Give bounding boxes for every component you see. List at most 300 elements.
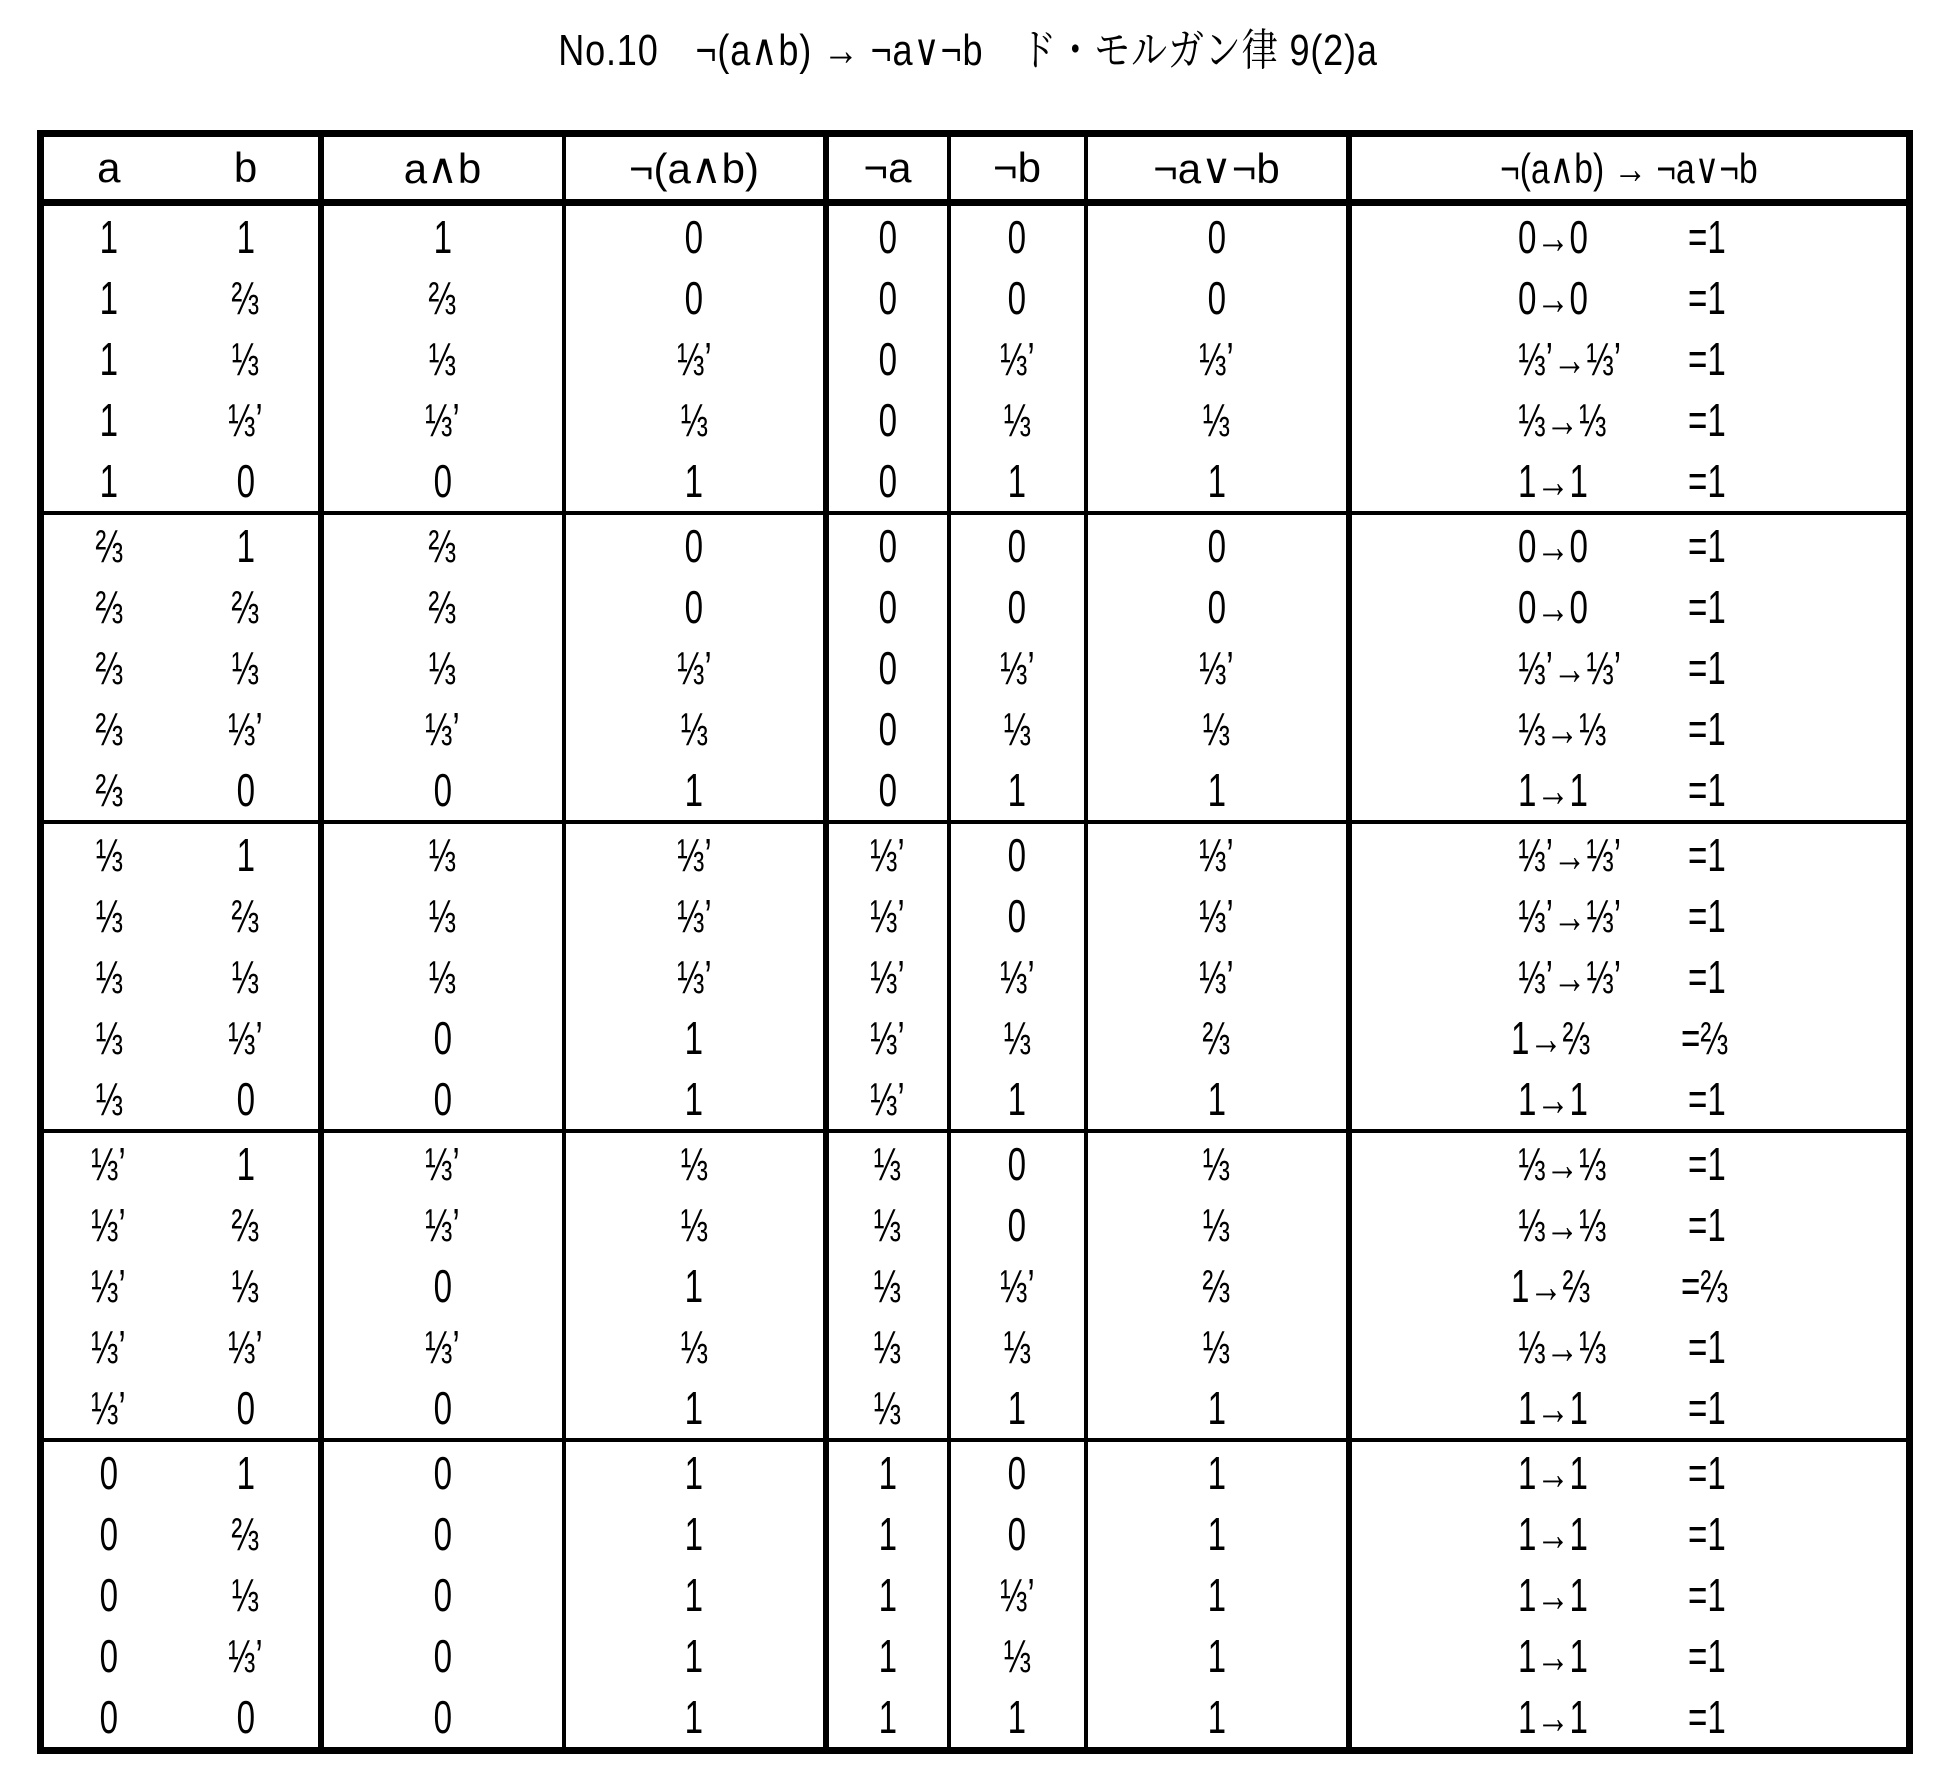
- cell-b-value: 0: [236, 454, 255, 507]
- implication-result: [1688, 1198, 1740, 1252]
- cell-a-value: 0: [99, 1629, 118, 1682]
- implication-result-text: =1: [1687, 1690, 1726, 1743]
- cell-b-value: ⅔: [231, 1507, 260, 1560]
- cell-not-b-value: ⅓’: [999, 950, 1035, 1003]
- cell-implication: [1349, 513, 1910, 576]
- implication-result-text: =1: [1687, 1320, 1726, 1373]
- implication-expression-text: 1→1: [1517, 1507, 1588, 1560]
- implication-result-text: =⅔: [1681, 1259, 1729, 1312]
- cell-a-and-b: [321, 450, 564, 513]
- implication-expression-text: ⅓’→⅓’: [1517, 332, 1621, 385]
- cell-a-and-b-value: 0: [433, 763, 452, 816]
- cell-not-a-or-not-b: [1086, 637, 1349, 698]
- cell-not-a: [826, 822, 949, 885]
- cell-not-b-value: ⅓: [1003, 393, 1031, 446]
- header-not-a-and-b: [564, 134, 826, 203]
- table-row: [41, 1007, 1910, 1068]
- cell-a-and-b-value: ⅓: [428, 641, 457, 694]
- implication-result-text: =1: [1687, 1568, 1726, 1621]
- cell-not-b: [949, 1131, 1086, 1194]
- cell-not-a: [826, 1194, 949, 1255]
- cell-not-a-and-b: [564, 267, 826, 328]
- cell-not-a-and-b: [564, 1503, 826, 1564]
- cell-not-b: [949, 203, 1086, 268]
- implication-expression-text: 1→1: [1517, 763, 1588, 816]
- implication-expression-text: ⅓’→⅓’: [1517, 828, 1621, 881]
- cell-b: [174, 328, 321, 389]
- cell-not-a-value: 1: [878, 1446, 897, 1499]
- implication-expression-text: 1→⅔: [1511, 1011, 1591, 1064]
- cell-not-b-value: ⅓: [1003, 1629, 1031, 1682]
- cell-not-a-and-b: [564, 1625, 826, 1686]
- cell-not-b: [949, 267, 1086, 328]
- cell-not-a-or-not-b-value: 1: [1207, 454, 1226, 507]
- implication-result-text: =1: [1687, 1072, 1726, 1125]
- cell-b-value: 0: [236, 763, 255, 816]
- implication-result: [1688, 702, 1740, 756]
- cell-a-and-b: [321, 1564, 564, 1625]
- implication-expression: [1518, 702, 1688, 756]
- cell-not-a-value: 0: [878, 210, 897, 263]
- cell-a: [41, 946, 174, 1007]
- cell-b-value: ⅓: [231, 332, 260, 385]
- cell-b-value: 1: [236, 1446, 255, 1499]
- cell-not-b-value: 0: [1007, 828, 1027, 881]
- cell-a-and-b-value: ⅓’: [425, 1198, 460, 1251]
- cell-b-value: ⅓: [231, 1568, 260, 1621]
- implication-result-text: =1: [1687, 641, 1726, 694]
- cell-not-b-value: ⅓’: [999, 1259, 1035, 1312]
- cell-b: [174, 1377, 321, 1440]
- cell-a: [41, 1503, 174, 1564]
- cell-a-and-b: [321, 1316, 564, 1377]
- cell-not-b: [949, 1068, 1086, 1131]
- cell-a-and-b: [321, 389, 564, 450]
- cell-not-b-value: 0: [1007, 1198, 1027, 1251]
- cell-not-a-and-b-value: ⅓’: [676, 889, 712, 942]
- cell-not-a-and-b: [564, 1131, 826, 1194]
- cell-implication: [1349, 267, 1910, 328]
- cell-a: [41, 1255, 174, 1316]
- cell-a-and-b: [321, 822, 564, 885]
- cell-not-a-or-not-b-value: 1: [1207, 763, 1226, 816]
- cell-a: [41, 1131, 174, 1194]
- implication-result-text: =1: [1687, 393, 1726, 446]
- cell-not-a-and-b-value: 1: [684, 1629, 704, 1682]
- cell-a-and-b: [321, 1440, 564, 1503]
- cell-implication: [1349, 1625, 1910, 1686]
- cell-not-a-and-b-value: 0: [684, 271, 704, 324]
- cell-not-b-value: 0: [1007, 271, 1027, 324]
- table-row: [41, 450, 1910, 513]
- implication-result: [1688, 1381, 1740, 1435]
- cell-b-value: ⅓’: [228, 393, 263, 446]
- cell-b: [174, 1007, 321, 1068]
- cell-not-a-or-not-b-value: ⅓: [1202, 1198, 1231, 1251]
- cell-b-value: ⅓’: [228, 1320, 263, 1373]
- cell-b: [174, 1686, 321, 1751]
- cell-not-b-value: 0: [1007, 580, 1027, 633]
- implication-expression-text: ⅓→⅓: [1517, 702, 1606, 755]
- cell-not-a-and-b-value: ⅓: [680, 393, 708, 446]
- implication-expression-text: 1→1: [1517, 454, 1588, 507]
- table-row: [41, 1564, 1910, 1625]
- implication-result: [1688, 1320, 1740, 1374]
- cell-not-a-and-b: [564, 1007, 826, 1068]
- cell-a: [41, 637, 174, 698]
- implication-expression-text: 0→0: [1517, 580, 1588, 633]
- implication-expression-text: ⅓’→⅓’: [1517, 889, 1621, 942]
- cell-a-and-b-value: ⅓: [428, 332, 457, 385]
- cell-not-a-or-not-b: [1086, 698, 1349, 759]
- cell-not-a-and-b-value: 0: [684, 210, 704, 263]
- implication-result-text: =1: [1687, 950, 1726, 1003]
- cell-a-value: 1: [99, 271, 118, 324]
- cell-a-and-b-value: ⅓’: [425, 1137, 460, 1190]
- cell-not-b-value: ⅓’: [999, 641, 1035, 694]
- implication-result: [1688, 1568, 1740, 1622]
- implication-result: [1688, 454, 1740, 508]
- cell-implication: [1349, 1503, 1910, 1564]
- implication-result: [1688, 889, 1740, 943]
- cell-not-b-value: ⅓: [1003, 702, 1031, 755]
- implication-expression: [1518, 1629, 1688, 1683]
- cell-a-and-b: [321, 1131, 564, 1194]
- cell-not-a: [826, 267, 949, 328]
- cell-implication: [1349, 1007, 1910, 1068]
- implication-result: [1688, 332, 1740, 386]
- cell-not-a-and-b-value: ⅓’: [676, 641, 712, 694]
- cell-a-value: ⅓’: [91, 1381, 127, 1434]
- cell-a-and-b-value: ⅓: [428, 828, 457, 881]
- cell-b-value: ⅔: [231, 580, 260, 633]
- cell-not-a: [826, 450, 949, 513]
- implication-result: [1688, 1629, 1740, 1683]
- cell-not-a: [826, 1316, 949, 1377]
- cell-b-value: 1: [236, 1137, 255, 1190]
- cell-not-a-or-not-b-value: 1: [1207, 1072, 1226, 1125]
- cell-not-a: [826, 1625, 949, 1686]
- implication-expression: [1518, 1137, 1688, 1191]
- implication-expression: [1518, 271, 1688, 325]
- cell-a: [41, 513, 174, 576]
- cell-a-value: ⅓’: [91, 1259, 127, 1312]
- cell-not-a-value: 1: [878, 1690, 897, 1743]
- cell-not-a-value: 1: [878, 1568, 897, 1621]
- cell-b: [174, 1503, 321, 1564]
- cell-not-a-and-b: [564, 1194, 826, 1255]
- implication-expression-text: ⅓→⅓: [1517, 1198, 1606, 1251]
- cell-not-a: [826, 1440, 949, 1503]
- header-not-a-and-b-label: ¬(a∧b): [629, 144, 759, 192]
- cell-not-b: [949, 698, 1086, 759]
- header-b-label: b: [233, 144, 258, 191]
- table-row: [41, 946, 1910, 1007]
- cell-b-value: 0: [236, 1381, 255, 1434]
- cell-not-a-and-b-value: ⅓: [680, 1198, 708, 1251]
- cell-not-b-value: ⅓: [1003, 1011, 1031, 1064]
- cell-b-value: ⅓’: [228, 1011, 263, 1064]
- implication-result-text: =1: [1687, 763, 1726, 816]
- table-row: [41, 1316, 1910, 1377]
- table-row: [41, 328, 1910, 389]
- cell-not-a-and-b: [564, 885, 826, 946]
- cell-a-and-b-value: ⅔: [428, 580, 457, 633]
- table-row: [41, 885, 1910, 946]
- cell-not-a-or-not-b: [1086, 885, 1349, 946]
- cell-a: [41, 698, 174, 759]
- table-row: [41, 1255, 1910, 1316]
- implication-result-text: =1: [1687, 1446, 1726, 1499]
- cell-not-a-and-b-value: 1: [684, 1568, 704, 1621]
- cell-not-a-or-not-b: [1086, 1564, 1349, 1625]
- table-row: [41, 513, 1910, 576]
- table-row: [41, 1131, 1910, 1194]
- header-a: [41, 134, 174, 203]
- cell-not-a-and-b: [564, 822, 826, 885]
- cell-a-and-b: [321, 1068, 564, 1131]
- implication-expression-text: 1→1: [1517, 1072, 1588, 1125]
- cell-not-a: [826, 946, 949, 1007]
- cell-b-value: ⅓: [231, 950, 260, 1003]
- cell-a-value: 0: [99, 1446, 118, 1499]
- cell-not-a-value: ⅓: [873, 1381, 902, 1434]
- cell-implication: [1349, 576, 1910, 637]
- header-implication: [1349, 134, 1910, 203]
- cell-not-a-or-not-b-value: ⅔: [1202, 1011, 1231, 1064]
- table-row: [41, 822, 1910, 885]
- header-not-b-label: ¬b: [993, 144, 1041, 191]
- cell-not-a-and-b: [564, 328, 826, 389]
- header-row: [41, 134, 1910, 203]
- cell-b-value: 1: [236, 210, 255, 263]
- cell-not-a: [826, 885, 949, 946]
- cell-not-a-and-b: [564, 759, 826, 822]
- cell-a-value: ⅓: [94, 828, 123, 881]
- cell-not-a-or-not-b: [1086, 328, 1349, 389]
- cell-not-a-or-not-b-value: 1: [1207, 1446, 1226, 1499]
- cell-a: [41, 1007, 174, 1068]
- implication-expression-text: ⅓’→⅓’: [1517, 641, 1621, 694]
- cell-a-and-b: [321, 1194, 564, 1255]
- cell-a-value: 0: [99, 1568, 118, 1621]
- table-row: [41, 1068, 1910, 1131]
- cell-not-b: [949, 328, 1086, 389]
- cell-a-and-b: [321, 203, 564, 268]
- cell-not-a-and-b: [564, 1686, 826, 1751]
- cell-not-a-or-not-b: [1086, 1007, 1349, 1068]
- cell-not-a-value: ⅓’: [870, 889, 905, 942]
- cell-a-value: ⅓: [94, 889, 123, 942]
- implication-result: [1688, 641, 1740, 695]
- cell-a-value: ⅔: [94, 763, 123, 816]
- cell-a: [41, 450, 174, 513]
- cell-not-a-or-not-b-value: 0: [1207, 580, 1226, 633]
- cell-not-a-or-not-b-value: ⅔: [1202, 1259, 1231, 1312]
- implication-expression: [1518, 1690, 1688, 1744]
- cell-not-a-or-not-b-value: 1: [1207, 1629, 1226, 1682]
- table-row: [41, 203, 1910, 268]
- cell-a-and-b: [321, 1686, 564, 1751]
- page-title: No.10 ¬(a∧b) → ¬a∨¬b ド・モルガン律 9(2)a: [558, 26, 1378, 75]
- cell-a-and-b-value: 0: [433, 1381, 452, 1434]
- cell-a-and-b-value: 0: [433, 1072, 452, 1125]
- header-implication-label: ¬(a∧b) → ¬a∨¬b: [1500, 144, 1758, 192]
- cell-not-a-or-not-b: [1086, 1686, 1349, 1751]
- cell-a-and-b: [321, 1625, 564, 1686]
- cell-not-b-value: ⅓’: [999, 332, 1035, 385]
- cell-a: [41, 1440, 174, 1503]
- cell-not-a: [826, 1503, 949, 1564]
- cell-b-value: 0: [236, 1072, 255, 1125]
- cell-not-b-value: ⅓’: [999, 1568, 1035, 1621]
- cell-not-a-or-not-b: [1086, 389, 1349, 450]
- cell-not-a-value: 1: [878, 1507, 897, 1560]
- header-not-a-label: ¬a: [863, 144, 912, 191]
- cell-a-and-b: [321, 759, 564, 822]
- cell-not-a: [826, 328, 949, 389]
- implication-expression-text: ⅓→⅓: [1517, 393, 1606, 446]
- cell-not-a-or-not-b: [1086, 1377, 1349, 1440]
- cell-not-a-value: 0: [878, 702, 897, 755]
- cell-a-and-b: [321, 698, 564, 759]
- cell-a: [41, 1194, 174, 1255]
- cell-not-b-value: 0: [1007, 210, 1027, 263]
- cell-b: [174, 450, 321, 513]
- cell-not-a-or-not-b-value: 0: [1207, 210, 1226, 263]
- cell-implication: [1349, 759, 1910, 822]
- cell-implication: [1349, 885, 1910, 946]
- implication-expression: [1518, 1072, 1688, 1126]
- table-row: [41, 759, 1910, 822]
- cell-b: [174, 698, 321, 759]
- cell-implication: [1349, 389, 1910, 450]
- cell-not-a: [826, 1007, 949, 1068]
- cell-not-b: [949, 1503, 1086, 1564]
- cell-a-and-b-value: ⅓’: [425, 393, 460, 446]
- cell-a-value: ⅓’: [91, 1320, 127, 1373]
- cell-not-a-and-b: [564, 946, 826, 1007]
- cell-b: [174, 1255, 321, 1316]
- cell-a-and-b: [321, 637, 564, 698]
- implication-expression: [1511, 1259, 1681, 1313]
- cell-not-a-and-b-value: 0: [684, 519, 704, 572]
- cell-a-and-b-value: 0: [433, 1629, 452, 1682]
- cell-b: [174, 1316, 321, 1377]
- cell-not-b: [949, 513, 1086, 576]
- cell-not-a-and-b: [564, 698, 826, 759]
- header-a-and-b-label: a∧b: [403, 144, 482, 192]
- cell-not-a-value: 0: [878, 519, 897, 572]
- cell-not-b: [949, 1686, 1086, 1751]
- cell-implication: [1349, 698, 1910, 759]
- cell-not-a-or-not-b: [1086, 1194, 1349, 1255]
- cell-not-a-or-not-b-value: ⅓’: [1199, 950, 1234, 1003]
- implication-expression-text: 1→1: [1517, 1690, 1588, 1743]
- table-row: [41, 389, 1910, 450]
- cell-a-and-b: [321, 267, 564, 328]
- table-row: [41, 1377, 1910, 1440]
- implication-result-text: =1: [1687, 332, 1726, 385]
- cell-not-a-or-not-b: [1086, 1068, 1349, 1131]
- cell-not-a-or-not-b-value: ⅓: [1202, 1320, 1231, 1373]
- cell-not-b-value: 1: [1007, 454, 1027, 507]
- cell-b-value: 0: [236, 1690, 255, 1743]
- cell-not-b-value: 1: [1007, 1690, 1027, 1743]
- cell-a-and-b-value: 0: [433, 454, 452, 507]
- cell-not-a-and-b-value: 1: [684, 1381, 704, 1434]
- cell-not-b: [949, 885, 1086, 946]
- cell-not-a-value: 0: [878, 454, 897, 507]
- implication-expression: [1518, 641, 1688, 695]
- cell-not-a-or-not-b-value: 1: [1207, 1507, 1226, 1560]
- implication-result-text: =⅔: [1681, 1011, 1729, 1064]
- cell-not-a-or-not-b-value: ⅓’: [1199, 889, 1234, 942]
- cell-b: [174, 1440, 321, 1503]
- implication-result: [1688, 1072, 1740, 1126]
- cell-not-b-value: 0: [1007, 519, 1027, 572]
- cell-a-value: 1: [99, 454, 118, 507]
- cell-not-a-and-b-value: 0: [684, 580, 704, 633]
- cell-a-and-b-value: 0: [433, 1568, 452, 1621]
- cell-a: [41, 576, 174, 637]
- cell-a-value: 1: [99, 393, 118, 446]
- implication-result: [1681, 1011, 1746, 1065]
- implication-result-text: =1: [1687, 210, 1726, 263]
- cell-implication: [1349, 1686, 1910, 1751]
- cell-not-a: [826, 1131, 949, 1194]
- implication-result: [1688, 271, 1740, 325]
- cell-implication: [1349, 1068, 1910, 1131]
- cell-not-b-value: 1: [1007, 1072, 1027, 1125]
- cell-not-a-value: ⅓: [873, 1137, 902, 1190]
- cell-not-b: [949, 822, 1086, 885]
- cell-implication: [1349, 1194, 1910, 1255]
- cell-a-value: ⅔: [94, 702, 123, 755]
- cell-not-a-and-b: [564, 576, 826, 637]
- cell-not-a-and-b-value: 1: [684, 1507, 704, 1560]
- cell-a: [41, 1316, 174, 1377]
- cell-a-and-b-value: 0: [433, 1690, 452, 1743]
- cell-a: [41, 1068, 174, 1131]
- cell-not-a-or-not-b: [1086, 267, 1349, 328]
- cell-not-a-or-not-b-value: ⅓’: [1199, 332, 1234, 385]
- implication-expression: [1518, 454, 1688, 508]
- cell-not-a-or-not-b-value: ⅓: [1202, 702, 1231, 755]
- cell-b: [174, 885, 321, 946]
- cell-not-a-and-b-value: ⅓: [680, 1137, 708, 1190]
- cell-not-a: [826, 637, 949, 698]
- cell-a: [41, 389, 174, 450]
- implication-expression: [1518, 828, 1688, 882]
- cell-not-b: [949, 389, 1086, 450]
- cell-not-a-or-not-b: [1086, 576, 1349, 637]
- cell-not-a-value: 0: [878, 641, 897, 694]
- implication-expression-text: 1→⅔: [1511, 1259, 1591, 1312]
- implication-expression-text: 0→0: [1517, 271, 1588, 324]
- cell-not-b: [949, 1316, 1086, 1377]
- cell-not-a: [826, 389, 949, 450]
- cell-a-value: ⅓’: [91, 1137, 127, 1190]
- cell-not-b-value: 0: [1007, 889, 1027, 942]
- cell-not-a: [826, 576, 949, 637]
- cell-a-and-b: [321, 946, 564, 1007]
- cell-not-a-or-not-b: [1086, 1440, 1349, 1503]
- cell-a-value: 1: [99, 210, 118, 263]
- implication-expression: [1518, 1446, 1688, 1500]
- cell-not-a: [826, 1377, 949, 1440]
- cell-b-value: ⅓: [231, 641, 260, 694]
